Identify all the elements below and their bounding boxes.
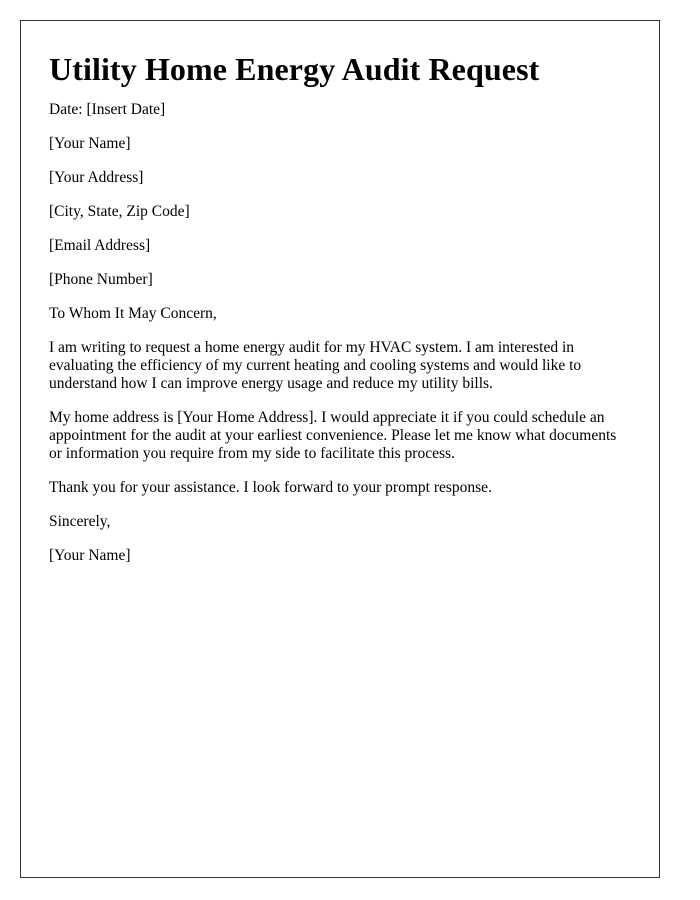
body-paragraph-1: I am writing to request a home energy audit for my HVAC system. I am interested in evaluating the efficiency of my current heating and cooling systems and would like to understand how I can improve energy usage and reduce my utility bills.	[49, 339, 582, 392]
sender-city-state-zip: [City, State, Zip Code]	[49, 203, 190, 220]
letter-title: Utility Home Energy Audit Request	[49, 51, 540, 87]
body-paragraph-2: My home address is [Your Home Address]. I would appreciate it if you could schedule an appointment for the audit at your earliest convenience. Please let me know what documents or information you require from my side to facilitate this process.	[49, 409, 617, 462]
closing: Sincerely,	[49, 513, 111, 530]
letter-page	[20, 20, 660, 878]
letter-content	[49, 51, 633, 581]
signature-name: [Your Name]	[49, 547, 131, 564]
sender-address: [Your Address]	[49, 169, 144, 186]
body-paragraph-3: Thank you for your assistance. I look forward to your prompt response.	[49, 479, 492, 496]
sender-phone: [Phone Number]	[49, 271, 153, 288]
salutation: To Whom It May Concern,	[49, 305, 217, 322]
sender-name: [Your Name]	[49, 135, 131, 152]
sender-email: [Email Address]	[49, 237, 151, 254]
date-line: Date: [Insert Date]	[49, 101, 166, 118]
